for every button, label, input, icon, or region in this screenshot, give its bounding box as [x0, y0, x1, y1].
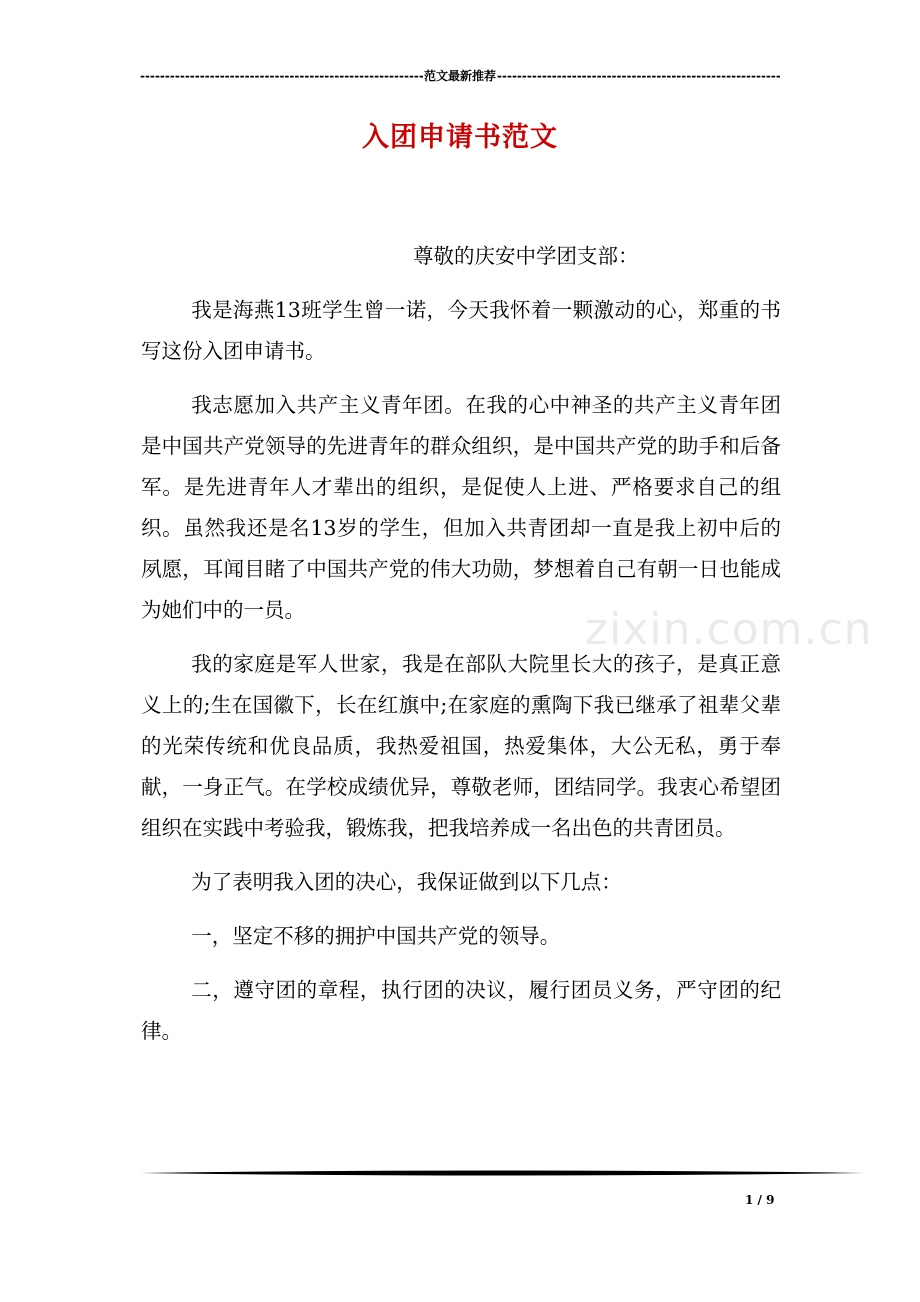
paragraph-pledge-1: 一，坚定不移的拥护中国共产党的领导。: [191, 924, 561, 948]
page-number: 1 / 9: [745, 1193, 775, 1207]
page-header: [140, 68, 780, 84]
paragraph-aspiration: 我志愿加入共产主义青年团。在我的心中神圣的共产主义青年团是中国共产党领导的先进青年的群众组织，是中国共产党的助手和后备军。是先进青年人才辈出的组织，是促使人上进、严格要求自己的组织。虽然我还是名13岁的学生，但加入共青团却一直是我上初中后的夙愿，耳闻目睹了中国共产党的伟大功勋，梦想着自己有朝一日也能成为她们中的一员。: [141, 393, 781, 622]
header-dashes-right: [497, 68, 780, 84]
footer-rule: [140, 1168, 864, 1178]
document-title: 入团申请书范文: [362, 122, 558, 153]
paragraph-pledge-intro: 为了表明我入团的决心，我保证做到以下几点：: [191, 870, 622, 894]
header-dashes-left: [140, 68, 423, 84]
paragraph-pledge-2: 二，遵守团的章程，执行团的决议，履行团员义务，严守团的纪律。: [141, 978, 781, 1043]
watermark: zixin.com.cn: [585, 604, 873, 655]
paragraph-intro: 我是海燕13班学生曾一诺，今天我怀着一颗激动的心，郑重的书写这份入团申请书。: [141, 298, 781, 363]
paragraph-family: 我的家庭是军人世家，我是在部队大院里长大的孩子，是真正意义上的;生在国徽下，长在红旗中;在家庭的熏陶下我已继承了祖辈父辈的光荣传统和优良品质，我热爱祖国，热爱集体，大公无私，勇于奉献，一身正气。在学校成绩优异，尊敬老师，团结同学。我衷心希望团组织在实践中考验我，锻炼我，把我培养成一名出色的共青团员。: [141, 652, 781, 840]
document-body: [141, 236, 781, 1052]
header-label: 范文最新推荐: [423, 69, 496, 83]
salutation: 尊敬的庆安中学团支部：: [413, 244, 639, 268]
